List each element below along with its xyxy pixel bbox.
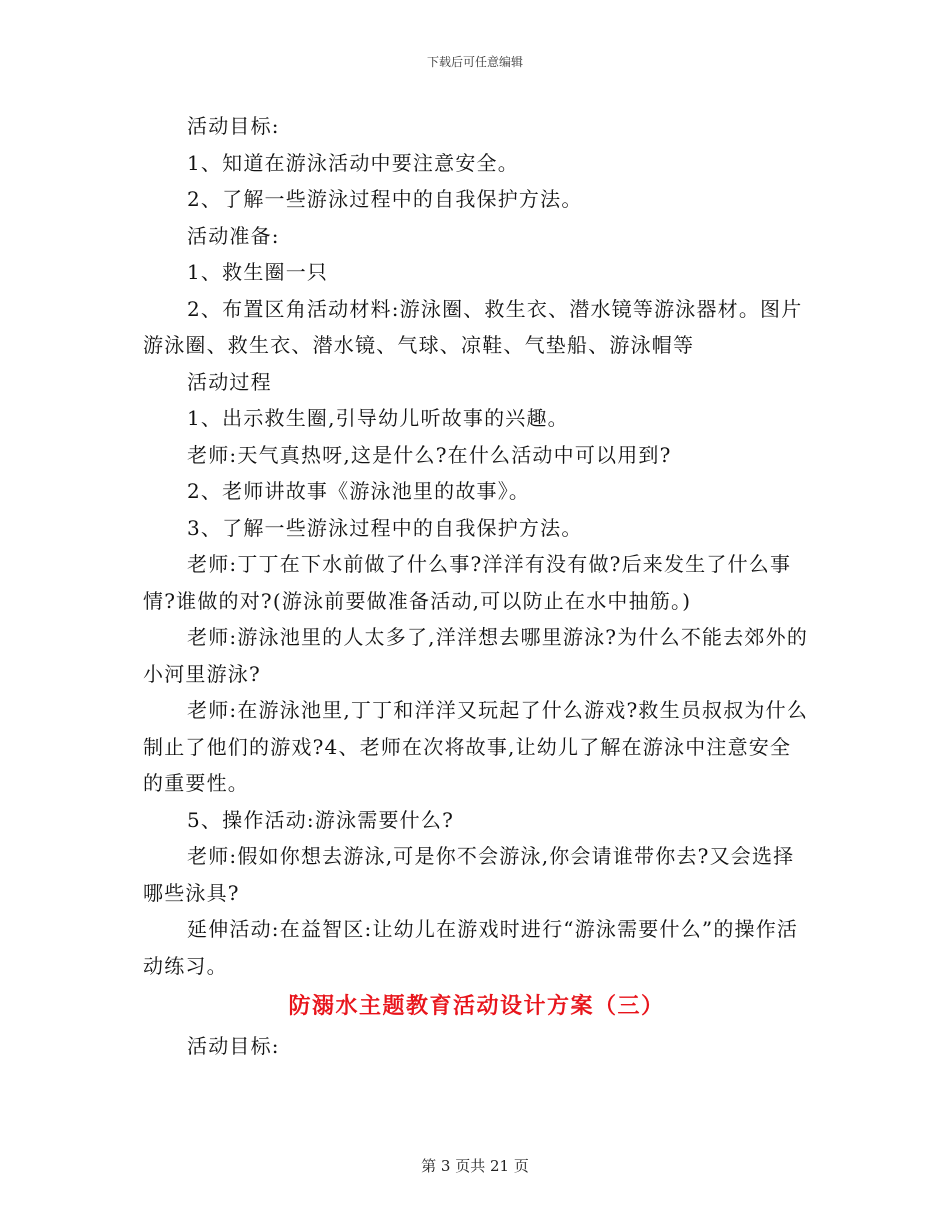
paragraph: 老师:游泳池里的人太多了,洋洋想去哪里游泳?为什么不能去郊外的小河里游泳? <box>143 625 809 686</box>
paragraph: 2、了解一些游泳过程中的自我保护方法。 <box>187 187 583 211</box>
paragraph: 老师:在游泳池里,丁丁和洋洋又玩起了什么游戏?救生员叔叔为什么制止了他们的游戏?4、老师在次将故事,让幼儿了解在游泳中注意安全的重要性。 <box>143 698 809 795</box>
paragraph: 老师:丁丁在下水前做了什么事?洋洋有没有做?后来发生了什么事情?谁做的对?(游泳前要做准备活动,可以防止在水中抽筋。) <box>143 552 792 613</box>
paragraph: 活动过程 <box>187 369 272 394</box>
paragraph: 活动目标: <box>187 114 280 138</box>
paragraph: 1、救生圈一只 <box>187 260 329 284</box>
paragraph: 1、知道在游泳活动中要注意安全。 <box>187 150 519 175</box>
paragraph: 活动目标: <box>187 1034 280 1058</box>
paragraph: 老师:假如你想去游泳,可是你不会游泳,你会请谁带你去?又会选择哪些泳具? <box>143 844 795 905</box>
paragraph: 3、了解一些游泳过程中的自我保护方法。 <box>187 515 583 540</box>
page-number: 第 3 页共 21 页 <box>421 1157 529 1175</box>
section-title: 防溺水主题教育活动设计方案（三） <box>288 993 665 1019</box>
paragraph: 5、操作活动:游泳需要什么? <box>187 807 454 832</box>
paragraph: 2、老师讲故事《游泳池里的故事》。 <box>187 479 531 503</box>
paragraph: 1、出示救生圈,引导幼儿听故事的兴趣。 <box>187 406 569 430</box>
document-body <box>143 108 810 1065</box>
paragraph: 2、布置区角活动材料:游泳圈、救生衣、潜水镜等游泳器材。图片游泳圈、救生衣、潜水镜、气球、凉鞋、气垫船、游泳帽等 <box>143 296 803 357</box>
paragraph: 延伸活动:在益智区:让幼儿在游戏时进行“游泳需要什么”的操作活动练习。 <box>143 917 799 978</box>
paragraph: 老师:天气真热呀,这是什么?在什么活动中可以用到? <box>187 442 672 467</box>
paragraph: 活动准备: <box>187 223 280 248</box>
header-note: 下载后可任意编辑 <box>426 55 523 69</box>
